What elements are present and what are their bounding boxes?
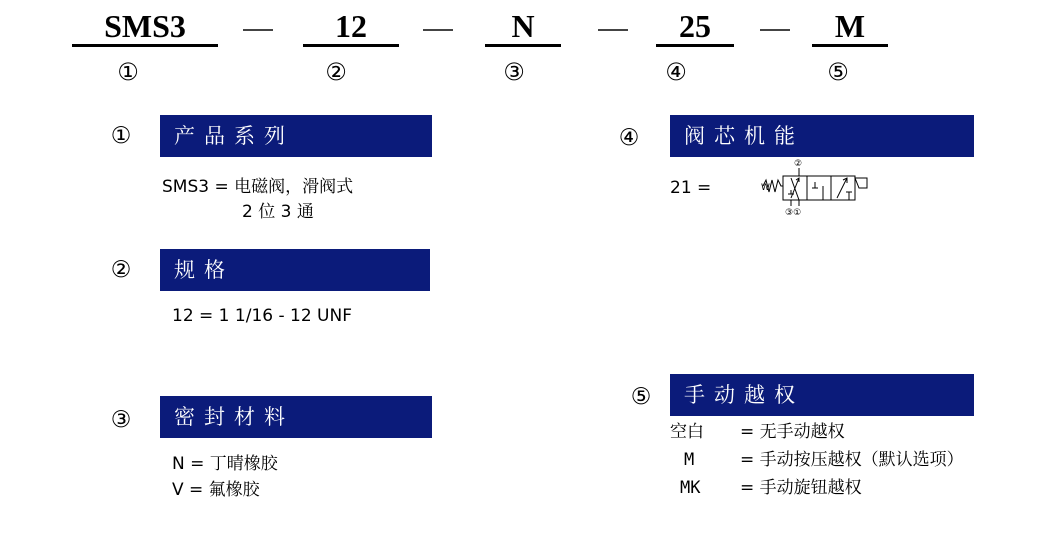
code-segment-size: 12 (303, 8, 399, 47)
series-line: 2 位 3 通 (242, 202, 314, 222)
position-number: ⑤ (827, 58, 849, 86)
section-badge: ⑤ (630, 384, 652, 410)
section-header-series: 产品系列 (160, 115, 432, 157)
position-number: ③ (503, 58, 525, 86)
valve-schematic-icon (755, 156, 875, 220)
override-desc: = 手动按压越权（默认选项） (740, 450, 964, 470)
section-badge: ④ (618, 125, 640, 151)
override-code: 空白 (670, 422, 704, 442)
override-code: M (684, 450, 695, 470)
code-segment-series: SMS3 (72, 8, 218, 47)
code-separator (598, 29, 628, 31)
section-header-function: 阀芯机能 (670, 115, 974, 157)
code-segment-override: M (812, 8, 888, 47)
override-desc: = 无手动越权 (740, 422, 845, 442)
code-segment-function: 25 (656, 8, 734, 47)
override-code: MK (680, 478, 701, 498)
valve-symbol (755, 156, 875, 220)
seal-line: N = 丁晴橡胶 (172, 454, 278, 474)
series-line: SMS3 = 电磁阀，滑阀式 (162, 177, 354, 197)
position-number: ② (325, 58, 347, 86)
size-line: 12 = 1 1/16 - 12 UNF (172, 306, 352, 326)
code-separator (423, 29, 453, 31)
section-header-seal: 密封材料 (160, 396, 432, 438)
position-number: ④ (665, 58, 687, 86)
code-separator (243, 29, 273, 31)
section-badge: ① (110, 123, 132, 149)
section-header-override: 手动越权 (670, 374, 974, 416)
seal-line: V = 氟橡胶 (172, 480, 260, 500)
spring-label: W (761, 183, 770, 193)
override-desc: = 手动旋钮越权 (740, 478, 862, 498)
position-number: ① (117, 58, 139, 86)
port-label: ③① (785, 208, 802, 218)
function-code: 21 = (670, 178, 712, 198)
section-header-size: 规格 (160, 249, 430, 291)
code-segment-seal: N (485, 8, 561, 47)
section-badge: ③ (110, 407, 132, 433)
port-label: ② (794, 159, 803, 169)
section-badge: ② (110, 257, 132, 283)
code-separator (760, 29, 790, 31)
